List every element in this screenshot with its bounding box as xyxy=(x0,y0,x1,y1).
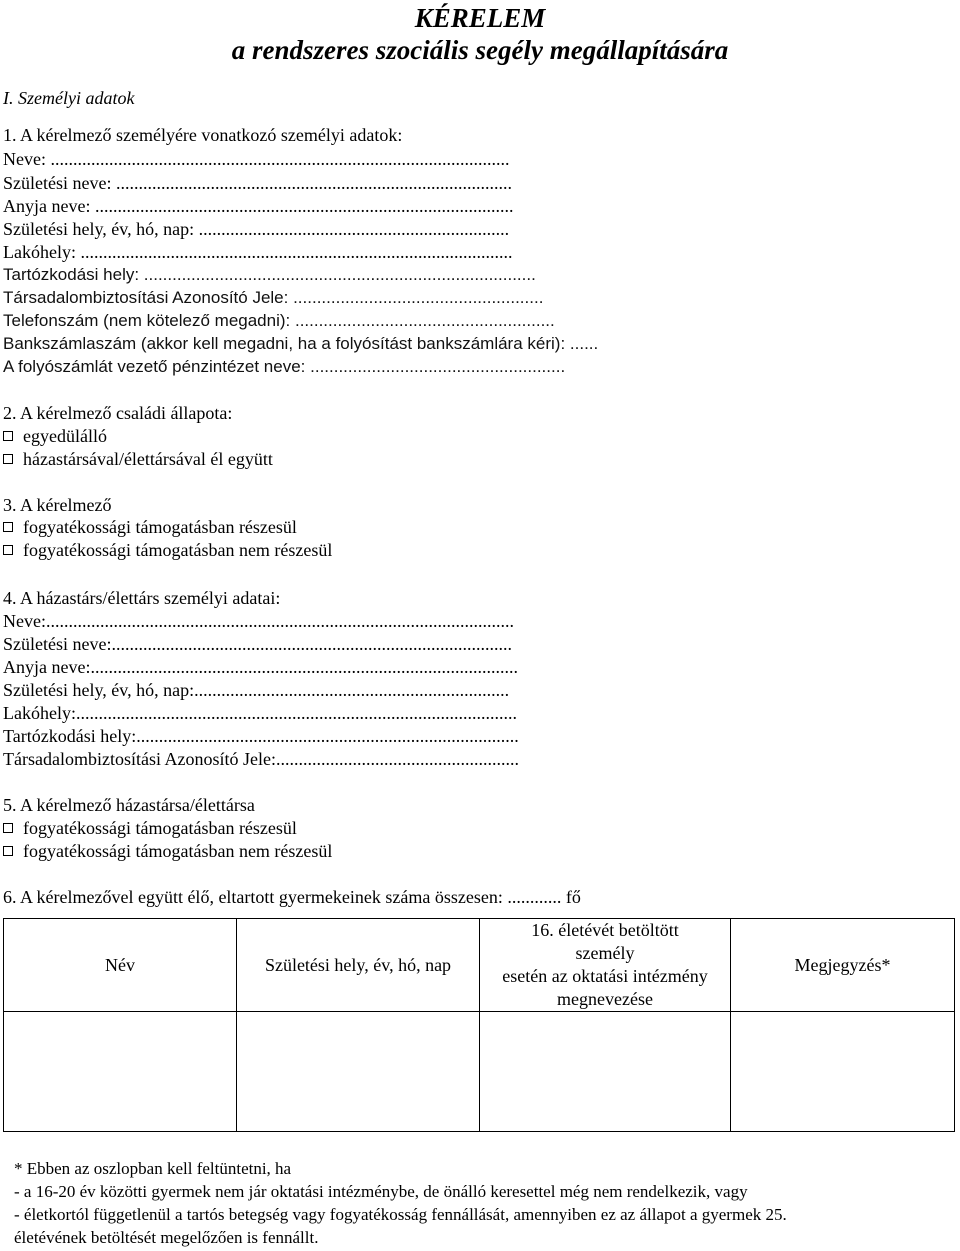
checkbox-icon[interactable] xyxy=(3,454,13,464)
field-residence[interactable]: Lakóhely: ................................................................................................ xyxy=(3,242,513,262)
column-header-note: Megjegyzés* xyxy=(731,919,955,1012)
option-spouse-disability-no[interactable] xyxy=(3,840,332,862)
field-bank-name[interactable]: A folyószámlát vezető pénzintézet neve: ...................................................... xyxy=(3,357,566,376)
checkbox-icon[interactable] xyxy=(3,522,13,532)
section-3-heading: 3. A kérelmező xyxy=(3,495,112,515)
footnote-line: életévének betöltését megelőzően is fennállt. xyxy=(14,1228,319,1247)
column-header-name: Név xyxy=(4,919,237,1012)
field-phone[interactable]: Telefonszám (nem kötelező megadni): ....................................................... xyxy=(3,311,555,330)
field-birth-place-date[interactable]: Születési hely, év, hó, nap: ..................................................................... xyxy=(3,219,510,239)
field-ssn[interactable]: Társadalombiztosítási Azonosító Jele: ..................................................... xyxy=(3,288,544,307)
children-table xyxy=(3,918,955,1132)
field-mother-name[interactable]: Anyja neve: ............................................................................................. xyxy=(3,196,514,216)
school-header-line: megnevezése xyxy=(557,989,653,1009)
section-1-heading: 1. A kérelmező személyére vonatkozó személyi adatok: xyxy=(3,125,403,145)
table-cell[interactable] xyxy=(480,1012,731,1132)
option-label: fogyatékossági támogatásban részesül xyxy=(23,818,297,838)
spouse-field-birth-name[interactable]: Születési neve:......................................................................................... xyxy=(3,634,512,654)
school-header-line: személy xyxy=(575,943,635,963)
option-label: házastársával/élettársával él együtt xyxy=(23,449,273,469)
section-6-heading: 6. A kérelmezővel együtt élő, eltartott gyermekeinek száma összesen: ............ fő xyxy=(3,887,581,907)
spouse-field-ssn[interactable]: Társadalombiztosítási Azonosító Jele:...................................................... xyxy=(3,749,519,769)
column-header-birth: Születési hely, év, hó, nap xyxy=(237,919,480,1012)
spouse-field-temporary-residence[interactable]: Tartózkodási hely:..................................................................................... xyxy=(3,726,519,746)
spouse-field-birth-place-date[interactable]: Születési hely, év, hó, nap:...................................................................... xyxy=(3,680,510,700)
checkbox-icon[interactable] xyxy=(3,545,13,555)
field-temporary-residence[interactable]: Tartózkodási hely: ................................................................................... xyxy=(3,265,536,284)
section-label-personal: I. Személyi adatok xyxy=(3,88,135,108)
option-spouse-disability-yes[interactable] xyxy=(3,817,297,839)
spouse-field-residence[interactable]: Lakóhely:.................................................................................................. xyxy=(3,703,517,723)
option-label: egyedülálló xyxy=(23,426,107,446)
option-single[interactable] xyxy=(3,425,107,447)
section-2-heading: 2. A kérelmező családi állapota: xyxy=(3,403,233,423)
school-header-line: esetén az oktatási intézmény xyxy=(502,966,708,986)
table-cell[interactable] xyxy=(237,1012,480,1132)
form-subtitle: a rendszeres szociális segély megállapítására xyxy=(231,35,729,65)
footnote-line: * Ebben az oszlopban kell feltüntetni, ha xyxy=(14,1159,292,1178)
checkbox-icon[interactable] xyxy=(3,823,13,833)
field-birth-name[interactable]: Születési neve: ........................................................................................ xyxy=(3,173,512,193)
section-5-heading: 5. A kérelmező házastársa/élettársa xyxy=(3,795,255,815)
table-cell[interactable] xyxy=(4,1012,237,1132)
form-title: KÉRELEM xyxy=(414,3,546,33)
option-label: fogyatékossági támogatásban részesül xyxy=(23,517,297,537)
option-married[interactable] xyxy=(3,448,273,470)
section-4-heading: 4. A házastárs/élettárs személyi adatai: xyxy=(3,588,281,608)
field-name[interactable]: Neve: ...................................................................................................... xyxy=(3,149,510,169)
option-disability-support-yes[interactable] xyxy=(3,516,297,538)
school-header-line: 16. életévét betöltött xyxy=(531,920,679,940)
spouse-field-mother-name[interactable]: Anyja neve:............................................................................................... xyxy=(3,657,518,677)
checkbox-icon[interactable] xyxy=(3,431,13,441)
footnote-line: - a 16-20 év közötti gyermek nem jár oktatási intézménybe, de önálló keresettel még nem rendelkezik, vagy xyxy=(14,1182,748,1201)
option-label: fogyatékossági támogatásban nem részesül xyxy=(23,841,333,861)
field-bank-account[interactable]: Bankszámlaszám (akkor kell megadni, ha a folyósítást bankszámlára kéri): ...... xyxy=(3,334,599,353)
option-label: fogyatékossági támogatásban nem részesül xyxy=(23,540,333,560)
checkbox-icon[interactable] xyxy=(3,846,13,856)
footnote-line: - életkortól függetlenül a tartós betegség vagy fogyatékosság fennállását, amennyiben ez az állapot a gyermek 25. xyxy=(14,1205,787,1224)
column-header-school xyxy=(480,919,731,1012)
table-row xyxy=(4,1012,955,1132)
table-header-row xyxy=(4,919,955,1012)
spouse-field-name[interactable]: Neve:........................................................................................................ xyxy=(3,611,514,631)
option-disability-support-no[interactable] xyxy=(3,539,332,561)
table-cell[interactable] xyxy=(731,1012,955,1132)
